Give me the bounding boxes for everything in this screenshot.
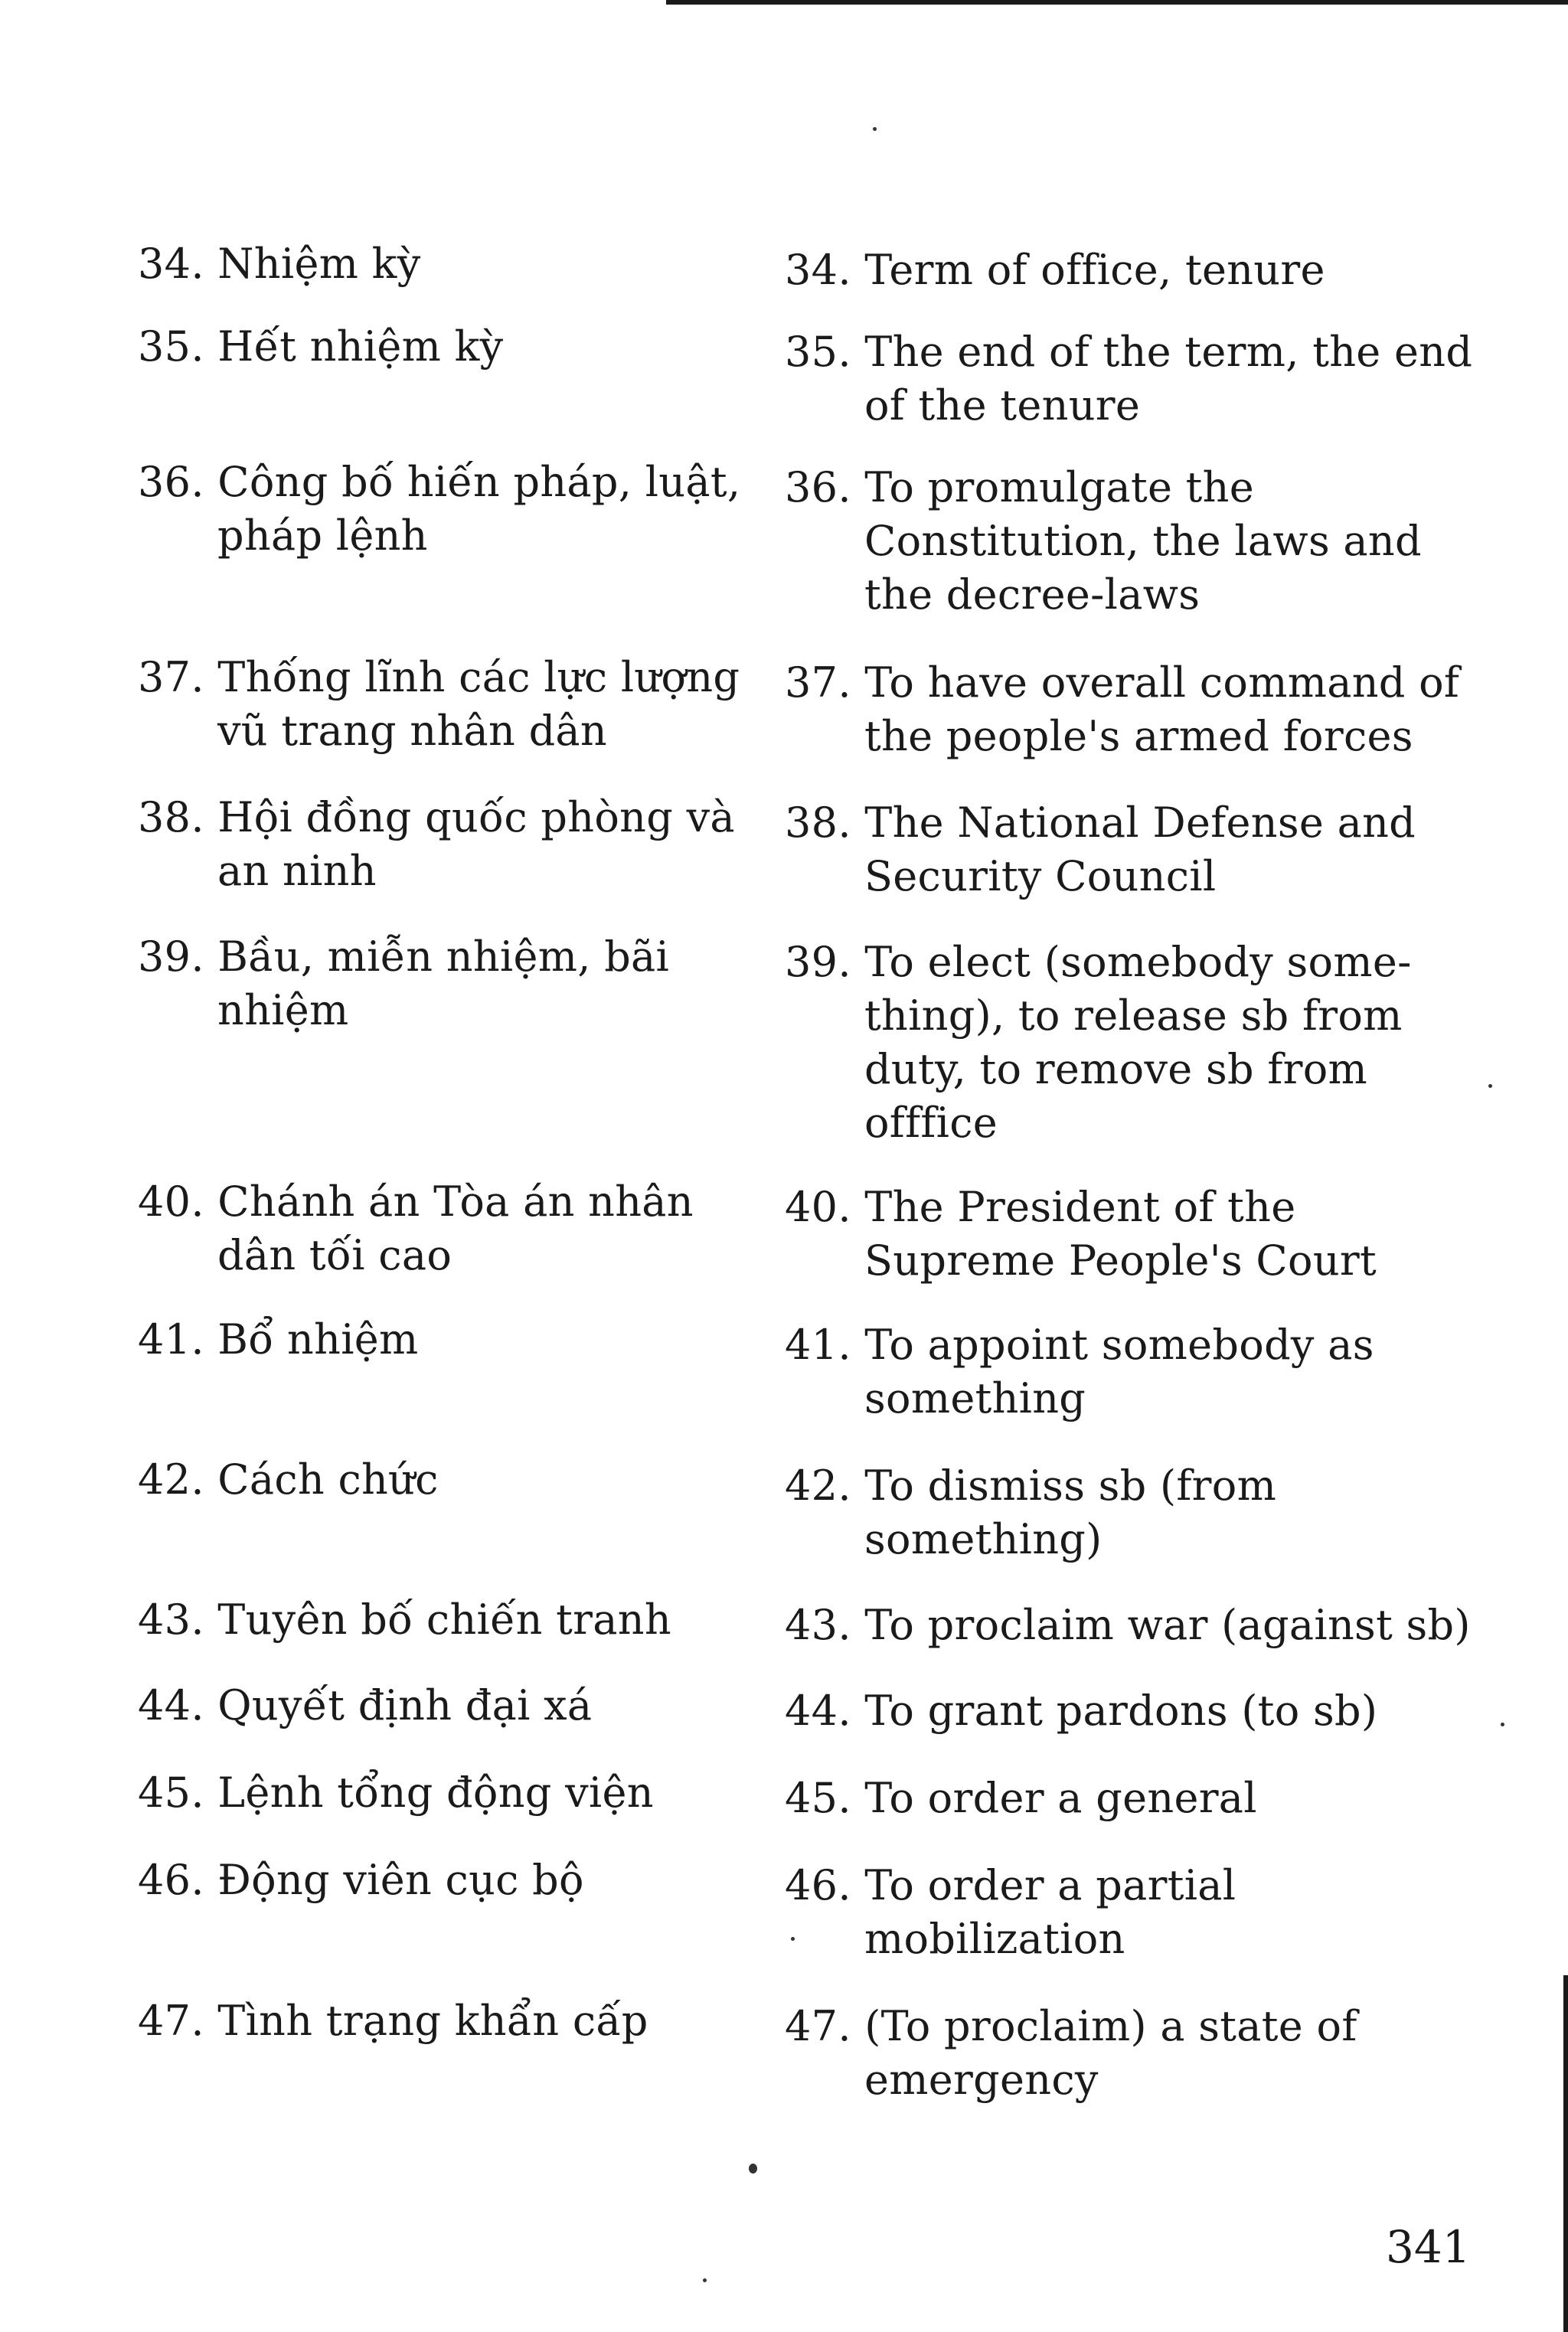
english-term-38 (785, 796, 1416, 903)
entry-text: Động viên cục bộ (217, 1856, 584, 1904)
entry-line (785, 1181, 1377, 1234)
entry-line (138, 237, 421, 291)
entry-line (138, 704, 740, 758)
entry-text: Supreme People's Court (864, 1236, 1377, 1285)
entry-number: 40. (138, 1177, 204, 1226)
entry-text: Công bố hiến pháp, luật, (217, 458, 741, 506)
entry-line (785, 1599, 1471, 1652)
entry-line (785, 1043, 1412, 1096)
entry-line (785, 989, 1412, 1043)
entry-text: Quyết định đại xá (217, 1681, 593, 1729)
vietnamese-term-42 (138, 1453, 439, 1507)
top-rule (666, 0, 1568, 5)
entry-text: To order a general (864, 1774, 1257, 1822)
entry-number: 34. (138, 240, 204, 288)
entry-number: 46. (138, 1856, 204, 1904)
entry-text: To dismiss sb (from (864, 1462, 1277, 1510)
entry-line (138, 1766, 654, 1820)
entry-text: Chánh án Tòa án nhân (217, 1177, 694, 1226)
entry-line (138, 651, 740, 704)
entry-line (138, 1313, 419, 1367)
entry-line (785, 850, 1416, 903)
entry-text: mobilization (864, 1915, 1125, 1963)
entry-text: Nhiệm kỳ (217, 240, 421, 288)
entry-line (138, 456, 740, 509)
entry-number: 42. (785, 1462, 851, 1510)
entry-line (785, 1859, 1236, 1912)
entry-text: offfice (864, 1099, 998, 1147)
entry-number: 34. (785, 246, 851, 294)
entry-text: Bầu, miễn nhiệm, bãi (217, 932, 670, 981)
entry-line (138, 984, 669, 1037)
entry-text: emergency (864, 2056, 1099, 2104)
entry-text: (To proclaim) a state of (864, 2002, 1357, 2050)
entry-number: 37. (785, 658, 851, 707)
entry-text: Bổ nhiệm (217, 1315, 419, 1364)
entry-text: To elect (somebody some- (864, 938, 1412, 986)
entry-text: Tình trạng khẩn cấp (217, 1997, 648, 2045)
english-term-40 (785, 1181, 1377, 1288)
english-term-46 (785, 1859, 1236, 1966)
vietnamese-term-38 (138, 791, 735, 898)
entry-text: pháp lệnh (217, 511, 428, 560)
entry-line (785, 936, 1412, 989)
entry-line (785, 2000, 1357, 2053)
entry-text: To grant pardons (to sb) (864, 1687, 1378, 1735)
entry-number: 36. (785, 463, 851, 511)
entry-line (138, 1854, 584, 1907)
entry-number: 35. (785, 328, 851, 376)
english-term-41 (785, 1318, 1374, 1426)
entry-number: 46. (785, 1861, 851, 1909)
scan-speck (1501, 1723, 1504, 1726)
entry-number: 44. (138, 1681, 204, 1729)
vietnamese-term-37 (138, 651, 740, 758)
vietnamese-term-43 (138, 1593, 671, 1647)
entry-number: 47. (785, 2002, 851, 2050)
scan-speck (749, 2164, 757, 2174)
entry-text: To proclaim war (against sb) (864, 1601, 1471, 1649)
entry-text: Cách chức (217, 1455, 439, 1504)
english-term-43 (785, 1599, 1471, 1652)
entry-number: 47. (138, 1997, 204, 2045)
entry-line (785, 1772, 1257, 1825)
entry-text: To promulgate the (864, 463, 1255, 511)
entry-number: 42. (138, 1455, 204, 1504)
entry-line (138, 1679, 592, 1733)
entry-number: 41. (138, 1315, 204, 1364)
english-term-35 (785, 325, 1472, 433)
english-term-45 (785, 1772, 1257, 1825)
english-term-39 (785, 936, 1412, 1150)
entry-line (785, 1096, 1412, 1150)
entry-line (138, 791, 735, 844)
entry-line (785, 710, 1459, 763)
english-term-44 (785, 1684, 1377, 1738)
entry-number: 38. (138, 793, 204, 841)
entry-text: thing), to release sb from (864, 991, 1403, 1040)
entry-text: something) (864, 1515, 1102, 1563)
vietnamese-term-36 (138, 456, 740, 563)
entry-text: Hội đồng quốc phòng và (217, 793, 735, 841)
scan-speck (873, 127, 877, 131)
entry-text: vũ trang nhân dân (217, 707, 608, 755)
entry-line (785, 1912, 1236, 1966)
entry-number: 37. (138, 653, 204, 701)
entry-text: To appoint somebody as (864, 1321, 1374, 1369)
entry-line (785, 1684, 1377, 1738)
entry-line (138, 1175, 694, 1229)
entry-text: Tuyên bố chiến tranh (217, 1595, 671, 1644)
entry-number: 40. (785, 1183, 851, 1231)
entry-line (138, 320, 503, 374)
entry-number: 36. (138, 458, 204, 506)
entry-text: The National Defense and (864, 799, 1416, 847)
entry-line (785, 568, 1422, 622)
entry-text: nhiệm (217, 986, 349, 1034)
vietnamese-term-39 (138, 930, 669, 1037)
entry-line (785, 1234, 1377, 1288)
entry-line (785, 1459, 1276, 1513)
entry-number: 43. (785, 1601, 851, 1649)
entry-number: 39. (138, 932, 204, 981)
scan-speck (1488, 1084, 1492, 1088)
entry-text: the people's armed forces (864, 712, 1413, 760)
entry-text: Lệnh tổng động viện (217, 1769, 654, 1817)
entry-line (785, 656, 1459, 710)
entry-text: dân tối cao (217, 1231, 452, 1279)
entry-text: Term of office, tenure (864, 246, 1325, 294)
entry-line (785, 796, 1416, 850)
entry-line (138, 1229, 694, 1282)
entry-line (785, 461, 1422, 514)
entry-number: 45. (138, 1769, 204, 1817)
entry-number: 38. (785, 799, 851, 847)
entry-number: 45. (785, 1774, 851, 1822)
entry-line (785, 1372, 1374, 1426)
english-term-47 (785, 2000, 1357, 2107)
vietnamese-term-34 (138, 237, 421, 291)
vietnamese-term-44 (138, 1679, 592, 1733)
entry-text: To order a partial (864, 1861, 1236, 1909)
entry-number: 43. (138, 1595, 204, 1644)
entry-line (785, 1513, 1276, 1566)
scan-speck (703, 2278, 707, 2282)
entry-line (785, 379, 1472, 433)
vietnamese-term-45 (138, 1766, 654, 1820)
entry-line (785, 1318, 1374, 1372)
entry-text: Thống lĩnh các lực lượng (217, 653, 740, 701)
entry-line (138, 1593, 671, 1647)
entry-text: duty, to remove sb from (864, 1045, 1368, 1093)
entry-text: an ninh (217, 847, 377, 895)
english-term-36 (785, 461, 1422, 622)
entry-number: 39. (785, 938, 851, 986)
entry-text: The President of the (864, 1183, 1296, 1231)
page-number: 341 (1386, 2221, 1471, 2273)
entry-text: To have overall command of (864, 658, 1460, 707)
entry-text: Security Council (864, 852, 1217, 900)
vietnamese-term-46 (138, 1854, 584, 1907)
entry-line (138, 1994, 648, 2048)
entry-number: 41. (785, 1321, 851, 1369)
entry-text: Hết nhiệm kỳ (217, 322, 504, 371)
vietnamese-term-35 (138, 320, 503, 374)
entry-line (785, 514, 1422, 568)
english-term-42 (785, 1459, 1276, 1566)
entry-line (138, 509, 740, 563)
entry-text: the decree-laws (864, 570, 1200, 619)
vietnamese-term-41 (138, 1313, 419, 1367)
entry-text: The end of the term, the end (864, 328, 1473, 376)
entry-number: 35. (138, 322, 204, 371)
vietnamese-term-47 (138, 1994, 648, 2048)
vietnamese-term-40 (138, 1175, 694, 1282)
entry-text: of the tenure (864, 381, 1141, 429)
page-edge-shadow (1563, 1975, 1568, 2332)
entry-line (785, 325, 1472, 379)
entry-line (785, 243, 1325, 297)
entry-number: 44. (785, 1687, 851, 1735)
english-term-34 (785, 243, 1325, 297)
english-term-37 (785, 656, 1459, 763)
entry-line (138, 844, 735, 898)
entry-line (138, 930, 669, 984)
entry-text: Constitution, the laws and (864, 517, 1422, 565)
entry-line (785, 2053, 1357, 2107)
entry-line (138, 1453, 439, 1507)
entry-text: something (864, 1374, 1086, 1422)
